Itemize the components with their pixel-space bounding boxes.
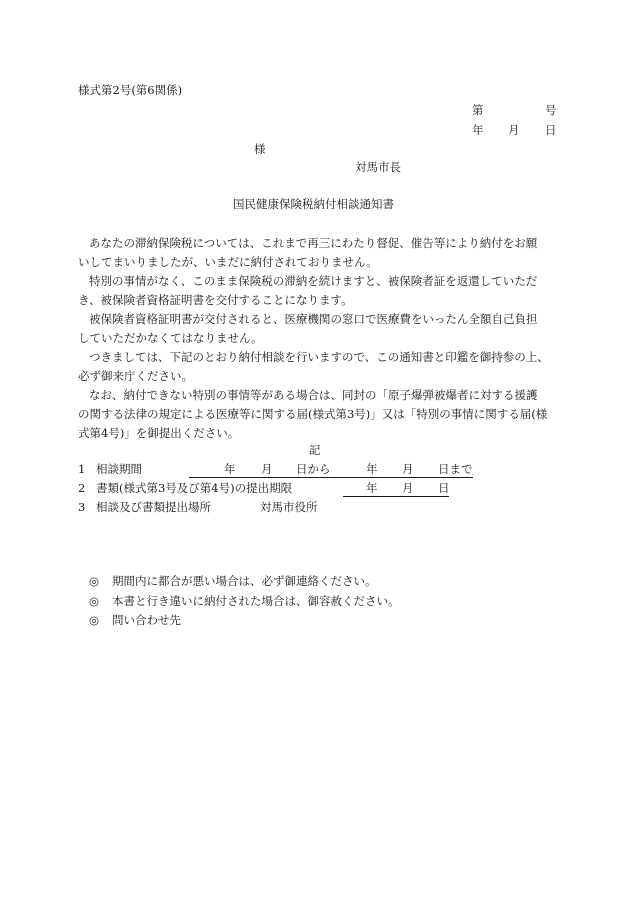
body-paragraph-3-line-1: 被保険者資格証明書が交付されると、医療機関の窓口で医療費をいったん全額自己負担 — [89, 312, 538, 326]
item-2-label: 書類(様式第3号及び第4号)の提出期限 — [96, 481, 293, 495]
item-1-underline — [189, 477, 473, 478]
item-1-from-year: 年 — [224, 462, 236, 476]
item-2-day: 日 — [438, 481, 450, 495]
item-1-to-month: 月 — [402, 462, 414, 476]
body-paragraph-2-line-2: き、被保険者資格証明書を交付することになります。 — [78, 293, 353, 307]
item-1-from-month: 月 — [261, 462, 273, 476]
note-2-text: 本書と行き違いに納付された場合は、御容赦ください。 — [112, 594, 400, 608]
body-paragraph-1-line-2: いしてまいりましたが、いまだに納付されておりません。 — [78, 255, 378, 269]
note-3-mark: ◎ — [89, 613, 100, 627]
doc-number-suffix: 号 — [545, 103, 557, 117]
item-3-value: 対馬市役所 — [260, 500, 318, 514]
item-3-label: 相談及び書類提出場所 — [96, 500, 211, 514]
form-number: 様式第2号(第6関係) — [78, 83, 183, 97]
sender-name: 対馬市長 — [355, 160, 401, 174]
item-1-to-year: 年 — [366, 462, 378, 476]
body-paragraph-3-line-2: していただかなくてはなりません。 — [78, 331, 263, 345]
item-3-number: 3 — [78, 500, 86, 514]
note-2-mark: ◎ — [89, 594, 100, 608]
note-1-text: 期間内に都合が悪い場合は、必ず御連絡ください。 — [112, 574, 377, 588]
item-2-month: 月 — [402, 481, 414, 495]
body-paragraph-1-line-1: あなたの滞納保険税については、これまで再三にわたり督促、催告等により納付をお願 — [89, 236, 538, 250]
item-2-number: 2 — [78, 481, 86, 495]
item-2-underline — [343, 496, 449, 497]
document-title: 国民健康保険税納付相談通知書 — [233, 197, 394, 211]
body-paragraph-5-line-1: なお、納付できない特別の事情等がある場合は、同封の「原子爆弾被爆者に対する援護 — [89, 388, 538, 402]
body-paragraph-4-line-2: 必ず御来庁ください。 — [78, 369, 193, 383]
note-3-text: 問い合わせ先 — [112, 613, 181, 627]
item-1-number: 1 — [78, 462, 86, 476]
item-2-year: 年 — [366, 481, 378, 495]
body-paragraph-5-line-3: 式第4号)」を御提出ください。 — [78, 426, 240, 440]
item-1-label: 相談期間 — [96, 462, 142, 476]
date-day-label: 日 — [545, 123, 557, 137]
item-1-to-day: 日まで — [438, 462, 473, 476]
addressee-suffix: 様 — [254, 142, 266, 156]
note-1-mark: ◎ — [89, 574, 100, 588]
date-year-label: 年 — [472, 123, 484, 137]
ki-heading: 記 — [309, 443, 321, 457]
date-month-label: 月 — [508, 123, 520, 137]
body-paragraph-4-line-1: つきましては、下記のとおり納付相談を行いますので、この通知書と印鑑を御持参の上、 — [89, 350, 549, 364]
item-1-from-day: 日から — [296, 462, 331, 476]
body-paragraph-5-line-2: の関する法律の規定による医療等に関する届(様式第3号)」又は「特別の事情に関する届(様 — [78, 407, 548, 421]
doc-number-prefix: 第 — [472, 103, 484, 117]
body-paragraph-2-line-1: 特別の事情がなく、このまま保険税の滞納を続けますと、被保険者証を返還していただ — [89, 274, 538, 288]
